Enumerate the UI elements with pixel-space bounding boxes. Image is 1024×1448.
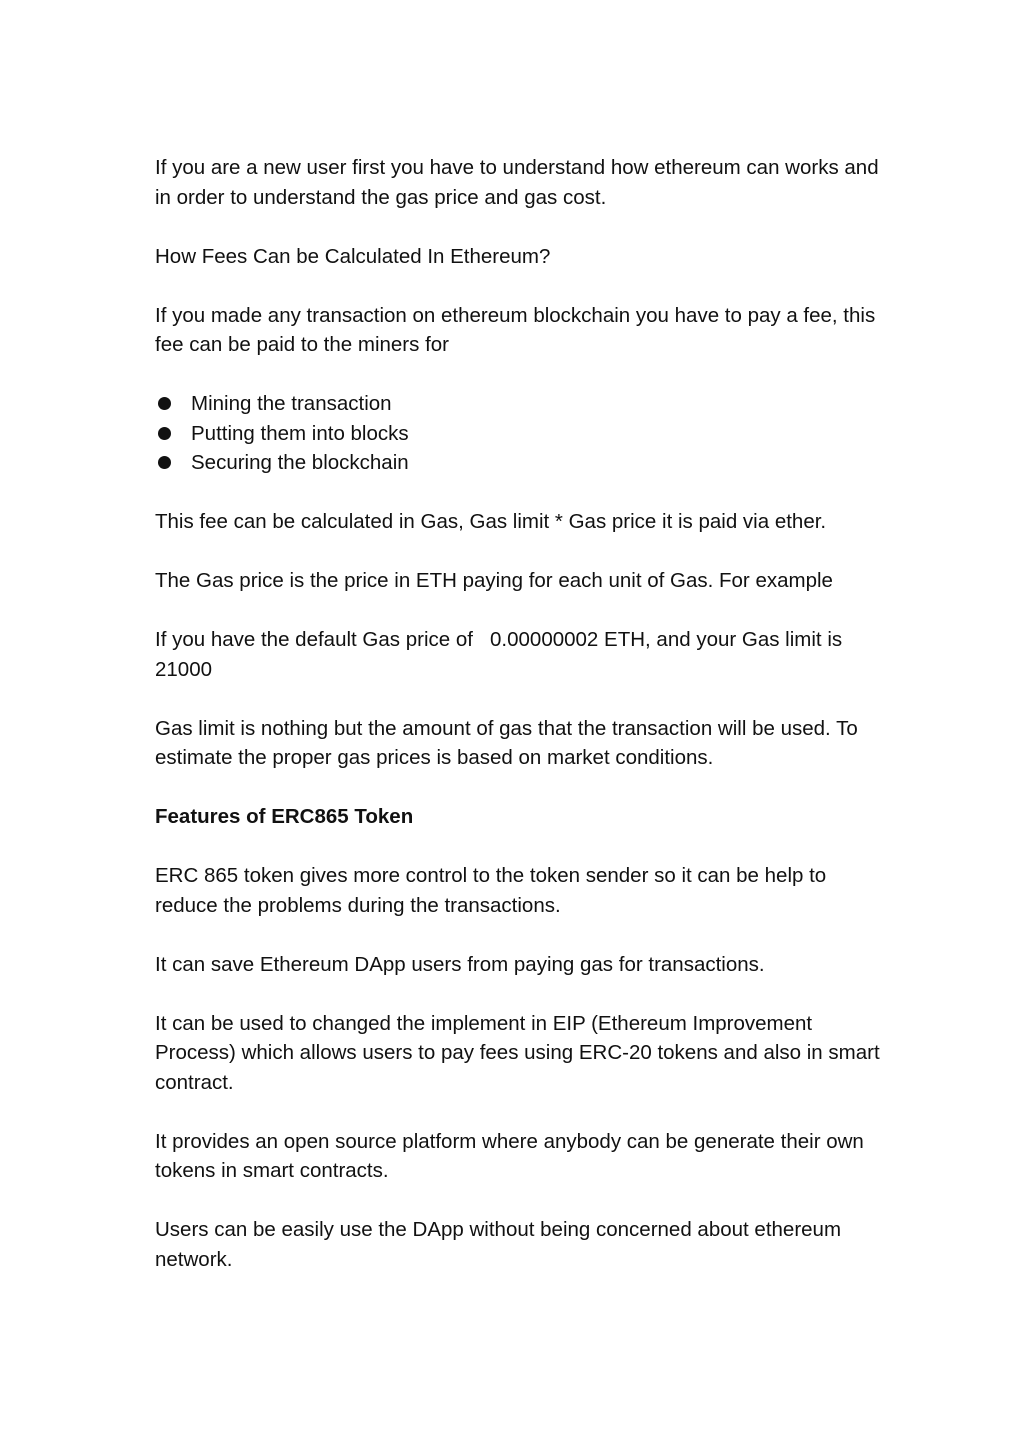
document-page	[155, 153, 890, 1304]
list-item	[155, 419, 890, 449]
transaction-fee-paragraph: If you made any transaction on ethereum blockchain you have to pay a fee, this fee can be paid to the miners for	[155, 303, 881, 356]
intro-paragraph: If you are a new user first you have to understand how ethereum can works and in order to understand the gas price and gas cost.	[155, 156, 885, 209]
list-item	[155, 389, 890, 419]
list-item-text: Mining the transaction	[191, 392, 392, 415]
gas-price-paragraph: The Gas price is the price in ETH paying for each unit of Gas. For example	[155, 569, 833, 592]
fees-question: How Fees Can be Calculated In Ethereum?	[155, 244, 551, 268]
list-item-text: Securing the blockchain	[191, 451, 409, 474]
list-item-text: Putting them into blocks	[191, 421, 409, 445]
section-heading: Features of ERC865 Token	[155, 805, 414, 828]
feature-paragraph: It can be used to changed the implement in EIP (Ethereum Improvement Process) which allows users to pay fees using ERC-20 tokens and also in smart contract.	[155, 1011, 886, 1094]
bullet-icon	[158, 456, 171, 469]
list-item	[155, 448, 890, 478]
miner-tasks-list	[155, 389, 890, 478]
bullet-icon	[158, 397, 171, 410]
gas-example-paragraph: If you have the default Gas price of 0.00000002 ETH, and your Gas limit is 21000	[155, 628, 848, 681]
feature-paragraph: ERC 865 token gives more control to the token sender so it can be help to reduce the problems during the transactions.	[155, 864, 832, 917]
feature-paragraph: It can save Ethereum DApp users from paying gas for transactions.	[155, 952, 765, 976]
fee-calculation-paragraph: This fee can be calculated in Gas, Gas limit * Gas price it is paid via ether.	[155, 510, 827, 533]
bullet-icon	[158, 427, 171, 440]
feature-paragraph: Users can be easily use the DApp without being concerned about ethereum network.	[155, 1218, 847, 1271]
gas-limit-paragraph: Gas limit is nothing but the amount of gas that the transaction will be used. To estimate the proper gas prices is based on market conditions.	[155, 716, 864, 769]
feature-paragraph: It provides an open source platform where anybody can be generate their own tokens in smart contracts.	[155, 1129, 870, 1182]
